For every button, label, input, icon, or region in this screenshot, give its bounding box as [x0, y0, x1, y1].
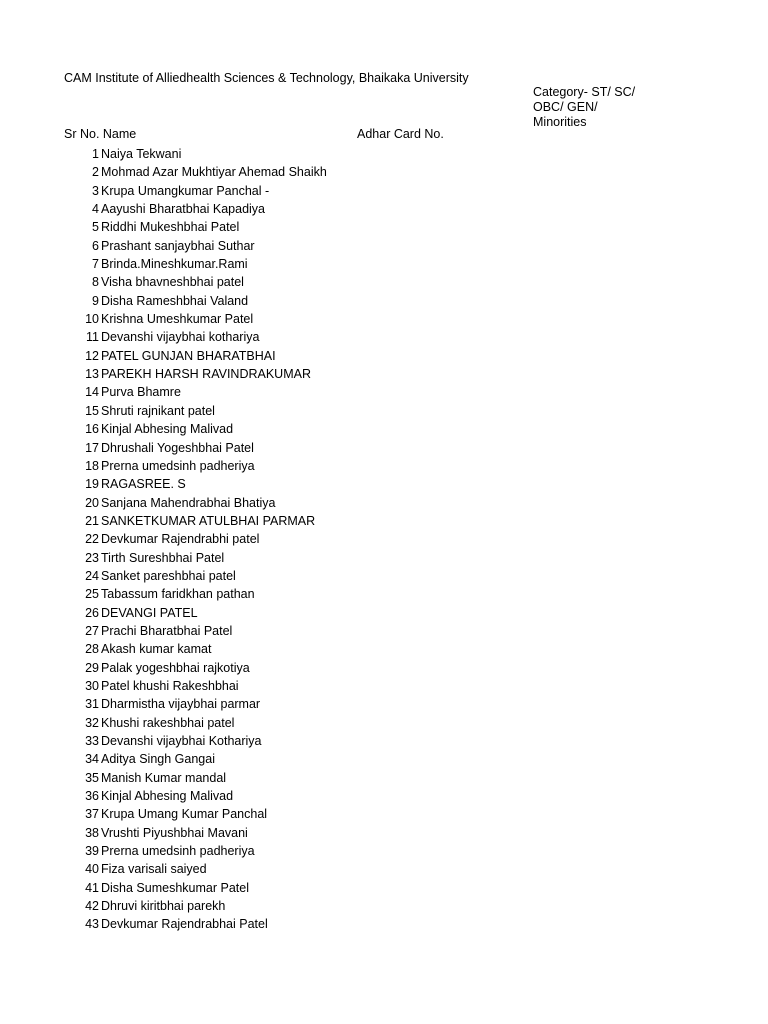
list-item — [64, 915, 364, 933]
student-name: SANKETKUMAR ATULBHAI PARMAR — [101, 513, 316, 528]
serial-number: 35 — [85, 770, 99, 785]
student-name: Devanshi vijaybhai Kothariya — [101, 734, 262, 748]
list-item — [64, 787, 364, 805]
serial-number: 33 — [85, 734, 99, 748]
list-item — [64, 383, 364, 401]
list-item — [64, 512, 364, 530]
serial-number: 28 — [85, 642, 99, 657]
serial-number: 15 — [85, 403, 99, 418]
student-list — [64, 145, 364, 934]
list-item — [64, 732, 364, 750]
serial-number: 23 — [85, 550, 99, 565]
serial-number: 38 — [85, 825, 99, 840]
list-item — [64, 585, 364, 603]
student-name: Palak yogeshbhai rajkotiya — [101, 660, 250, 675]
student-name: Krishna Umeshkumar Patel — [101, 312, 254, 327]
serial-number: 27 — [85, 623, 99, 638]
category-line: Category- ST/ SC/ — [533, 85, 636, 99]
serial-number: 25 — [85, 587, 99, 602]
serial-number: 17 — [85, 440, 99, 455]
serial-number: 6 — [92, 238, 99, 253]
serial-number: 43 — [85, 917, 99, 932]
list-item — [64, 237, 364, 255]
list-item — [64, 420, 364, 438]
student-name: Krupa Umangkumar Panchal - — [101, 183, 270, 198]
student-name: Kinjal Abhesing Malivad — [101, 789, 234, 804]
serial-number: 22 — [85, 532, 99, 547]
student-name: Vrushti Piyushbhai Mavani — [101, 825, 248, 840]
list-item — [64, 273, 364, 291]
list-item — [64, 604, 364, 622]
list-item — [64, 824, 364, 842]
student-name: Prerna umedsinh padheriya — [101, 458, 255, 473]
student-name: Tabassum faridkhan pathan — [101, 587, 255, 602]
list-item — [64, 659, 364, 677]
list-item — [64, 530, 364, 548]
student-name: Prashant sanjaybhai Suthar — [101, 238, 255, 253]
student-name: Disha Sumeshkumar Patel — [101, 880, 249, 895]
serial-number: 18 — [85, 458, 99, 473]
serial-number: 16 — [85, 422, 99, 437]
serial-number: 20 — [85, 495, 99, 510]
list-item — [64, 475, 364, 493]
column-header-sr-no-name: Sr No. Name — [64, 127, 137, 141]
student-name: Fiza varisali saiyed — [101, 862, 207, 877]
student-name: Naiya Tekwani — [101, 147, 182, 161]
serial-number: 14 — [85, 385, 99, 400]
list-item — [64, 494, 364, 512]
serial-number: 11 — [86, 330, 99, 345]
student-name: Krupa Umang Kumar Panchal — [101, 807, 268, 822]
serial-number: 36 — [85, 789, 99, 804]
list-item — [64, 439, 364, 457]
serial-number: 10 — [85, 312, 99, 327]
student-name: Khushi rakeshbhai patel — [101, 715, 235, 730]
list-item — [64, 695, 364, 713]
student-name: Brinda.Mineshkumar.Rami — [101, 257, 248, 272]
list-item — [64, 677, 364, 695]
student-name: Aayushi Bharatbhai Kapadiya — [101, 202, 266, 217]
serial-number: 2 — [92, 165, 99, 180]
list-item — [64, 292, 364, 310]
serial-number: 32 — [85, 715, 99, 730]
list-item — [64, 567, 364, 585]
list-item — [64, 310, 364, 328]
column-header-adhar-card: Adhar Card No. — [357, 127, 444, 141]
institute-title: CAM Institute of Alliedhealth Sciences & Technology, Bhaikaka University — [64, 71, 469, 85]
serial-number: 9 — [92, 293, 99, 308]
list-item — [64, 402, 364, 420]
list-item — [64, 622, 364, 640]
student-name: PATEL GUNJAN BHARATBHAI — [101, 348, 276, 363]
student-name: Devanshi vijaybhai kothariya — [101, 330, 260, 345]
list-item — [64, 200, 364, 218]
list-item — [64, 897, 364, 915]
serial-number: 1 — [92, 147, 99, 161]
student-name: Sanjana Mahendrabhai Bhatiya — [101, 495, 276, 510]
list-item — [64, 842, 364, 860]
student-name: Mohmad Azar Mukhtiyar Ahemad Shaikh — [101, 165, 327, 180]
student-name: Devkumar Rajendrabhai Patel — [101, 917, 268, 932]
serial-number: 19 — [85, 477, 99, 492]
serial-number: 21 — [85, 513, 99, 528]
serial-number: 42 — [85, 899, 99, 914]
serial-number: 24 — [85, 568, 99, 583]
serial-number: 7 — [92, 257, 99, 272]
list-item — [64, 255, 364, 273]
list-item — [64, 182, 364, 200]
student-name: Shruti rajnikant patel — [101, 403, 215, 418]
serial-number: 3 — [92, 183, 99, 198]
serial-number: 8 — [92, 275, 99, 290]
category-line: Minorities — [533, 115, 587, 129]
list-item — [64, 750, 364, 768]
list-item — [64, 145, 364, 163]
list-item — [64, 163, 364, 181]
serial-number: 12 — [85, 348, 99, 363]
list-item — [64, 860, 364, 878]
list-item — [64, 365, 364, 383]
student-name: Dhruvi kiritbhai parekh — [101, 899, 226, 914]
list-item — [64, 347, 364, 365]
serial-number: 4 — [92, 202, 99, 217]
list-item — [64, 769, 364, 787]
student-name: Dharmistha vijaybhai parmar — [101, 697, 261, 712]
student-name: Devkumar Rajendrabhi patel — [101, 532, 260, 547]
student-name: Dhrushali Yogeshbhai Patel — [101, 440, 254, 455]
list-item — [64, 457, 364, 475]
student-name: Disha Rameshbhai Valand — [101, 293, 249, 308]
student-name: Riddhi Mukeshbhai Patel — [101, 220, 240, 235]
category-heading — [533, 85, 648, 130]
student-name: Akash kumar kamat — [101, 642, 212, 657]
serial-number: 37 — [85, 807, 99, 822]
serial-number: 39 — [85, 844, 99, 859]
student-name: Aditya Singh Gangai — [101, 752, 215, 767]
serial-number: 13 — [85, 367, 99, 382]
serial-number: 41 — [85, 880, 99, 895]
student-name: Prachi Bharatbhai Patel — [101, 623, 233, 638]
student-name: Manish Kumar mandal — [101, 770, 227, 785]
list-item — [64, 879, 364, 897]
student-name: Sanket pareshbhai patel — [101, 568, 236, 583]
student-name: Tirth Sureshbhai Patel — [101, 550, 225, 565]
list-item — [64, 328, 364, 346]
serial-number: 5 — [92, 220, 99, 235]
student-name: Kinjal Abhesing Malivad — [101, 422, 234, 437]
list-item — [64, 640, 364, 658]
student-name: PAREKH HARSH RAVINDRAKUMAR — [101, 367, 311, 382]
list-item — [64, 549, 364, 567]
student-name: DEVANGI PATEL — [101, 605, 198, 620]
category-line: OBC/ GEN/ — [533, 100, 598, 114]
serial-number: 34 — [85, 752, 99, 767]
list-item — [64, 805, 364, 823]
list-item — [64, 218, 364, 236]
student-name: Purva Bhamre — [101, 385, 181, 400]
serial-number: 30 — [85, 678, 99, 693]
student-name: Visha bhavneshbhai patel — [101, 275, 244, 290]
student-name: RAGASREE. S — [101, 477, 186, 492]
serial-number: 29 — [85, 660, 99, 675]
list-item — [64, 714, 364, 732]
student-name: Patel khushi Rakeshbhai — [101, 678, 239, 693]
serial-number: 26 — [85, 605, 99, 620]
student-name: Prerna umedsinh padheriya — [101, 844, 255, 859]
serial-number: 31 — [85, 697, 99, 712]
serial-number: 40 — [85, 862, 99, 877]
